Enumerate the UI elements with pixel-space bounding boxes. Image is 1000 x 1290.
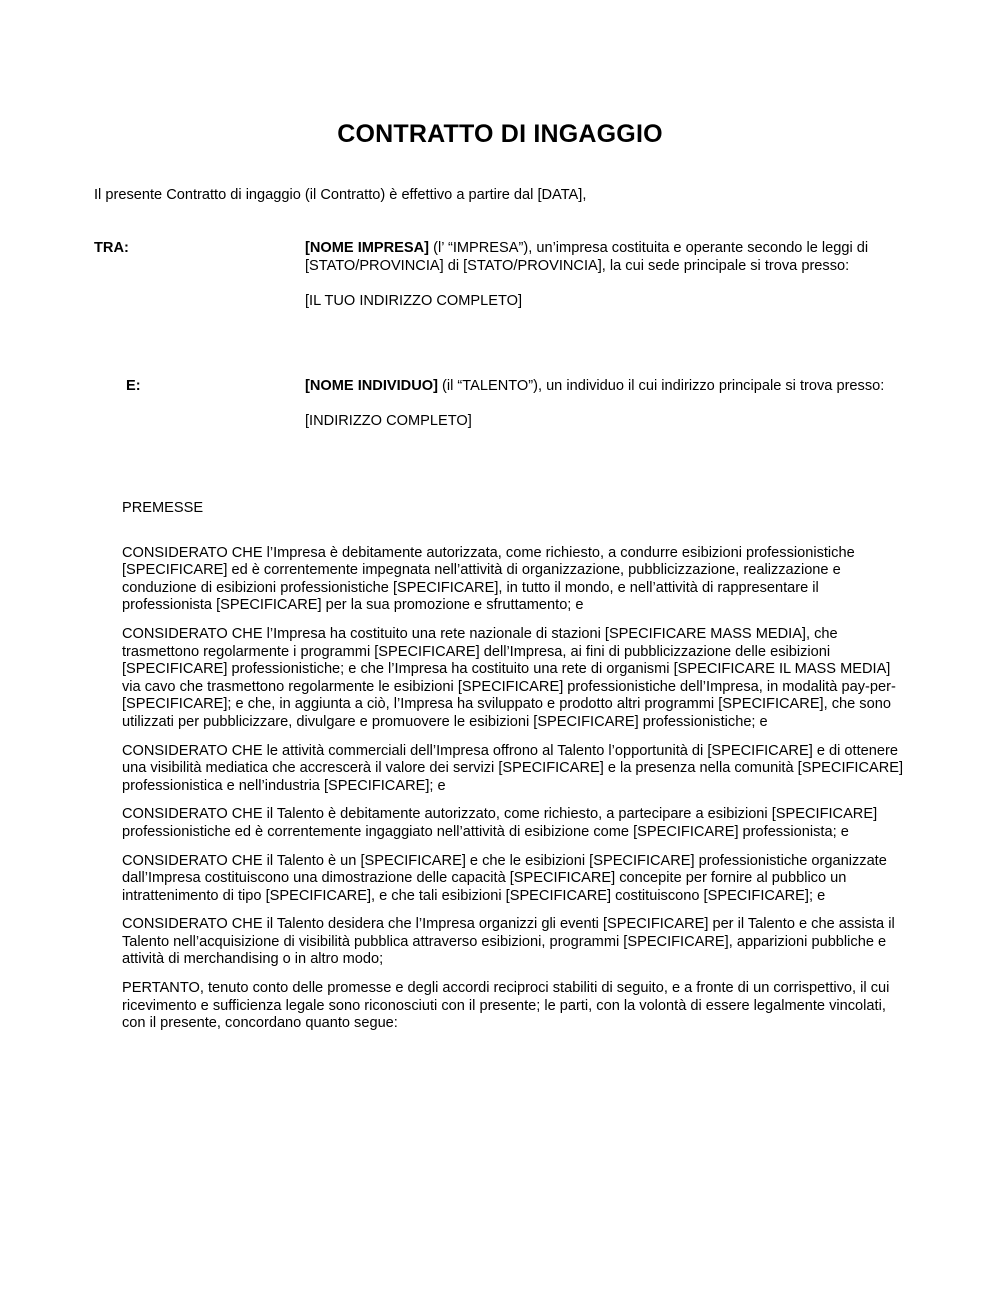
party-details <box>305 378 905 431</box>
recital-paragraph: CONSIDERATO CHE il Talento è un [SPECIFICARE] e che le esibizioni [SPECIFICARE] professionistiche organizzate dall’Impresa costituiscono una dimostrazione delle capacità [SPECIFICARE] concepite per fornire al pubblico un intrattenimento di tipo [SPECIFICARE], e che tali esibizioni [SPECIFICARE] costituiscono [SPECIFICARE]; e <box>122 852 887 904</box>
contract-effective-date-line: Il presente Contratto di ingaggio (il Contratto) è effettivo a partire dal [DATA], <box>94 186 587 203</box>
party-label-e: E: <box>126 378 141 394</box>
recital-paragraph: CONSIDERATO CHE il Talento desidera che l’Impresa organizzi gli eventi [SPECIFICARE] per il Talento e che assista il Talento nell’acquisizione di visibilità pubblica attraverso esibizioni, programmi [SPECIFICARE], apparizioni pubbliche e attività di merchandising o in altro modo; <box>122 916 895 968</box>
party-address-placeholder-company: [IL TUO INDIRIZZO COMPLETO] <box>305 292 523 309</box>
section-heading-premesse: PREMESSE <box>122 500 204 516</box>
recital-paragraph: CONSIDERATO CHE l’Impresa ha costituito una rete nazionale di stazioni [SPECIFICARE MASS MEDIA], che trasmettono regolarmente i programmi [SPECIFICARE] dell’Impresa, ai fini di pubblicizzazione delle esibizioni [SPECIFICARE] professionistiche; e che l’Impresa ha costituito una rete di organismi [SPECIFICARE IL MASS MEDIA] via cavo che trasmettono regolarmente le esibizioni [SPECIFICARE] professionistiche dell’Impresa, in modalità pay-per-[SPECIFICARE]; e che, in aggiunta a ciò, l’Impresa ha sviluppato e prodotto altri programmi [SPECIFICARE], che sono utilizzati per pubblicizzare, divulgare e promuovere le esibizioni [SPECIFICARE] professionistiche; e <box>122 625 896 730</box>
party-address-placeholder-individual: [INDIRIZZO COMPLETO] <box>305 413 472 430</box>
party-block-individual <box>0 378 1000 431</box>
party-description <box>305 378 905 396</box>
party-description <box>305 240 905 275</box>
party-row <box>0 240 1000 310</box>
recital-paragraph: CONSIDERATO CHE le attività commerciali dell’Impresa offrono al Talento l’opportunità di [SPECIFICARE] e di ottenere una visibilità mediatica che accrescerà il valore dei servizi [SPECIFICARE] e la presenza nella comunità [SPECIFICARE] professionistica e nell’industria [SPECIFICARE]; e <box>122 742 904 794</box>
party-name-individual: [NOME INDIVIDUO] <box>305 378 438 394</box>
recital-closing-pertanto: PERTANTO, tenuto conto delle promesse e degli accordi reciproci stabiliti di seguito, e a fronte di un corrispettivo, il cui ricevimento e sufficienza legale sono riconosciuti con il presente; le parti, con la volontà di essere legalmente vincolati, con il presente, concordano quanto segue: <box>122 980 890 1032</box>
page-title: CONTRATTO DI INGAGGIO <box>337 119 663 148</box>
party-label-tra: TRA: <box>94 240 129 256</box>
recitals-section <box>122 500 908 1033</box>
recital-paragraph: CONSIDERATO CHE l’Impresa è debitamente autorizzata, come richiesto, a condurre esibizioni professionistiche [SPECIFICARE] ed è correntemente impegnata nell’attività di organizzazione, pubblicizzazione, realizzazione e conduzione di esibizioni professionistiche [SPECIFICARE], in tutto il mondo, e nell’attività di rappresentare il professionista [SPECIFICARE] per la sua promozione e sfruttamento; e <box>122 544 855 614</box>
recital-paragraph: CONSIDERATO CHE il Talento è debitamente autorizzato, come richiesto, a partecipare a esibizioni [SPECIFICARE] professionistiche ed è correntemente ingaggiato nell’attività di esibizione come [SPECIFICARE] professionista; e <box>122 806 878 840</box>
party-name-company: [NOME IMPRESA] <box>305 240 430 256</box>
party-details <box>305 240 905 310</box>
party-description-text: (l’ “IMPRESA”), un’impresa costituita e operante secondo le leggi di [STATO/PROVINCIA] di [STATO/PROVINCIA], la cui sede principale si trova presso: <box>305 240 869 274</box>
party-block-company <box>0 240 1000 310</box>
party-row <box>0 378 1000 431</box>
party-description-text: (il “TALENTO”), un individuo il cui indirizzo principale si trova presso: <box>437 378 885 394</box>
